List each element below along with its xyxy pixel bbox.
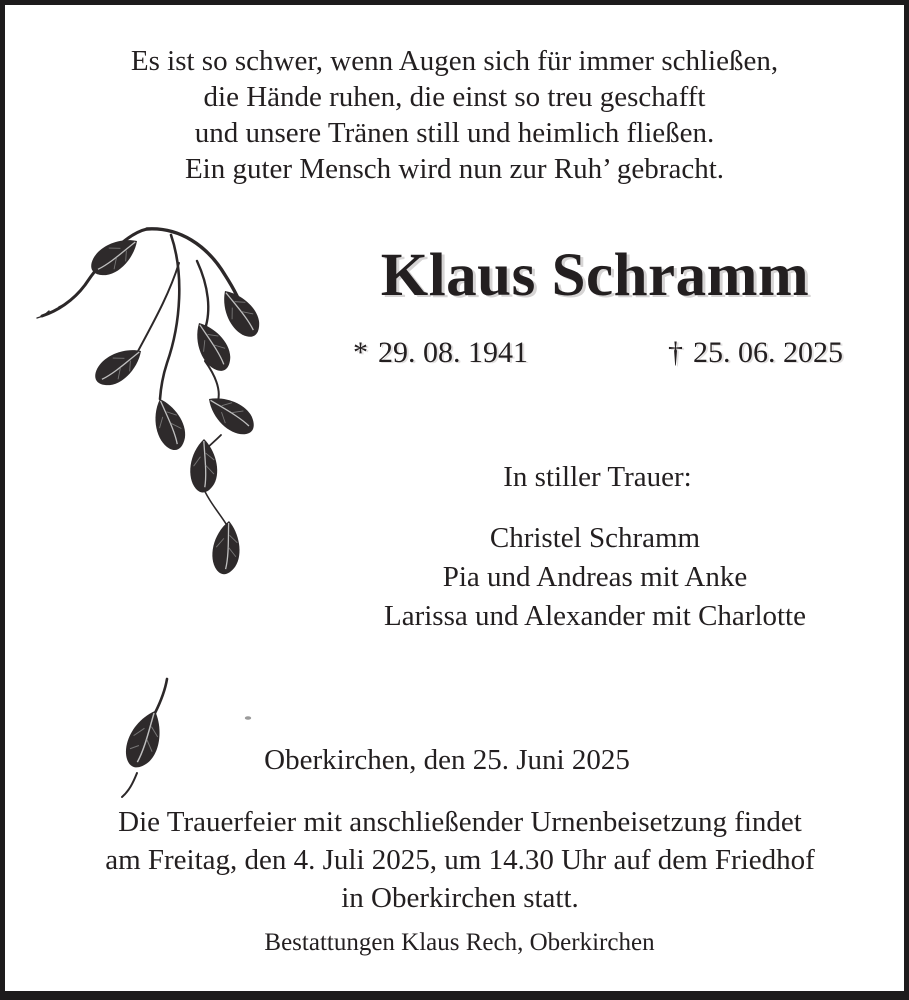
place-date-line: Oberkirchen, den 25. Juni 2025 (264, 744, 630, 776)
branch-leaf (209, 519, 245, 576)
poem-line: die Hände ruhen, die einst so treu geschafft (203, 81, 706, 113)
branch-illustration (29, 203, 297, 606)
print-speck (244, 708, 252, 726)
single-leaf-icon (107, 675, 195, 801)
funeral-info (60, 803, 860, 917)
birth-date-value: 29. 08. 1941 (378, 336, 528, 369)
poem-line: Es ist so schwer, wenn Augen sich für immer schließen, (130, 45, 779, 77)
poem-line: und unsere Tränen still und heimlich fließen. (194, 117, 715, 149)
birth-star-icon: * (353, 336, 368, 369)
mourner: Pia und Andreas mit Anke (442, 561, 748, 593)
mourner: Christel Schramm (489, 522, 701, 554)
birch-branch-icon (29, 203, 297, 601)
branch-leaf (202, 387, 260, 442)
death-date-value: 25. 06. 2025 (693, 336, 843, 369)
deceased-name: Klaus Schramm (380, 242, 810, 309)
mourners-list (295, 519, 895, 636)
branch-leaf (215, 283, 265, 343)
mourning-heading: In stiller Trauer: (503, 461, 692, 493)
branch-leaf (149, 395, 189, 454)
birth-date (353, 335, 528, 371)
branch-leaf (189, 316, 236, 376)
branch-leaf (188, 438, 220, 494)
death-cross-icon: † (668, 336, 683, 369)
mourner: Larissa und Alexander mit Charlotte (383, 600, 806, 632)
leaf-illustration (107, 675, 195, 806)
life-dates (353, 335, 843, 371)
funeral-info-line: in Oberkirchen statt. (341, 882, 579, 914)
funeral-info-line: Die Trauerfeier mit anschließender Urnenbeisetzung findet (118, 806, 802, 838)
poem (5, 43, 904, 187)
funeral-home-line: Bestattungen Klaus Rech, Oberkirchen (264, 929, 655, 956)
poem-line: Ein guter Mensch wird nun zur Ruh’ gebracht. (184, 153, 725, 185)
funeral-info-line: am Freitag, den 4. Juli 2025, um 14.30 Uhr auf dem Friedhof (105, 844, 815, 876)
death-date (668, 335, 843, 371)
